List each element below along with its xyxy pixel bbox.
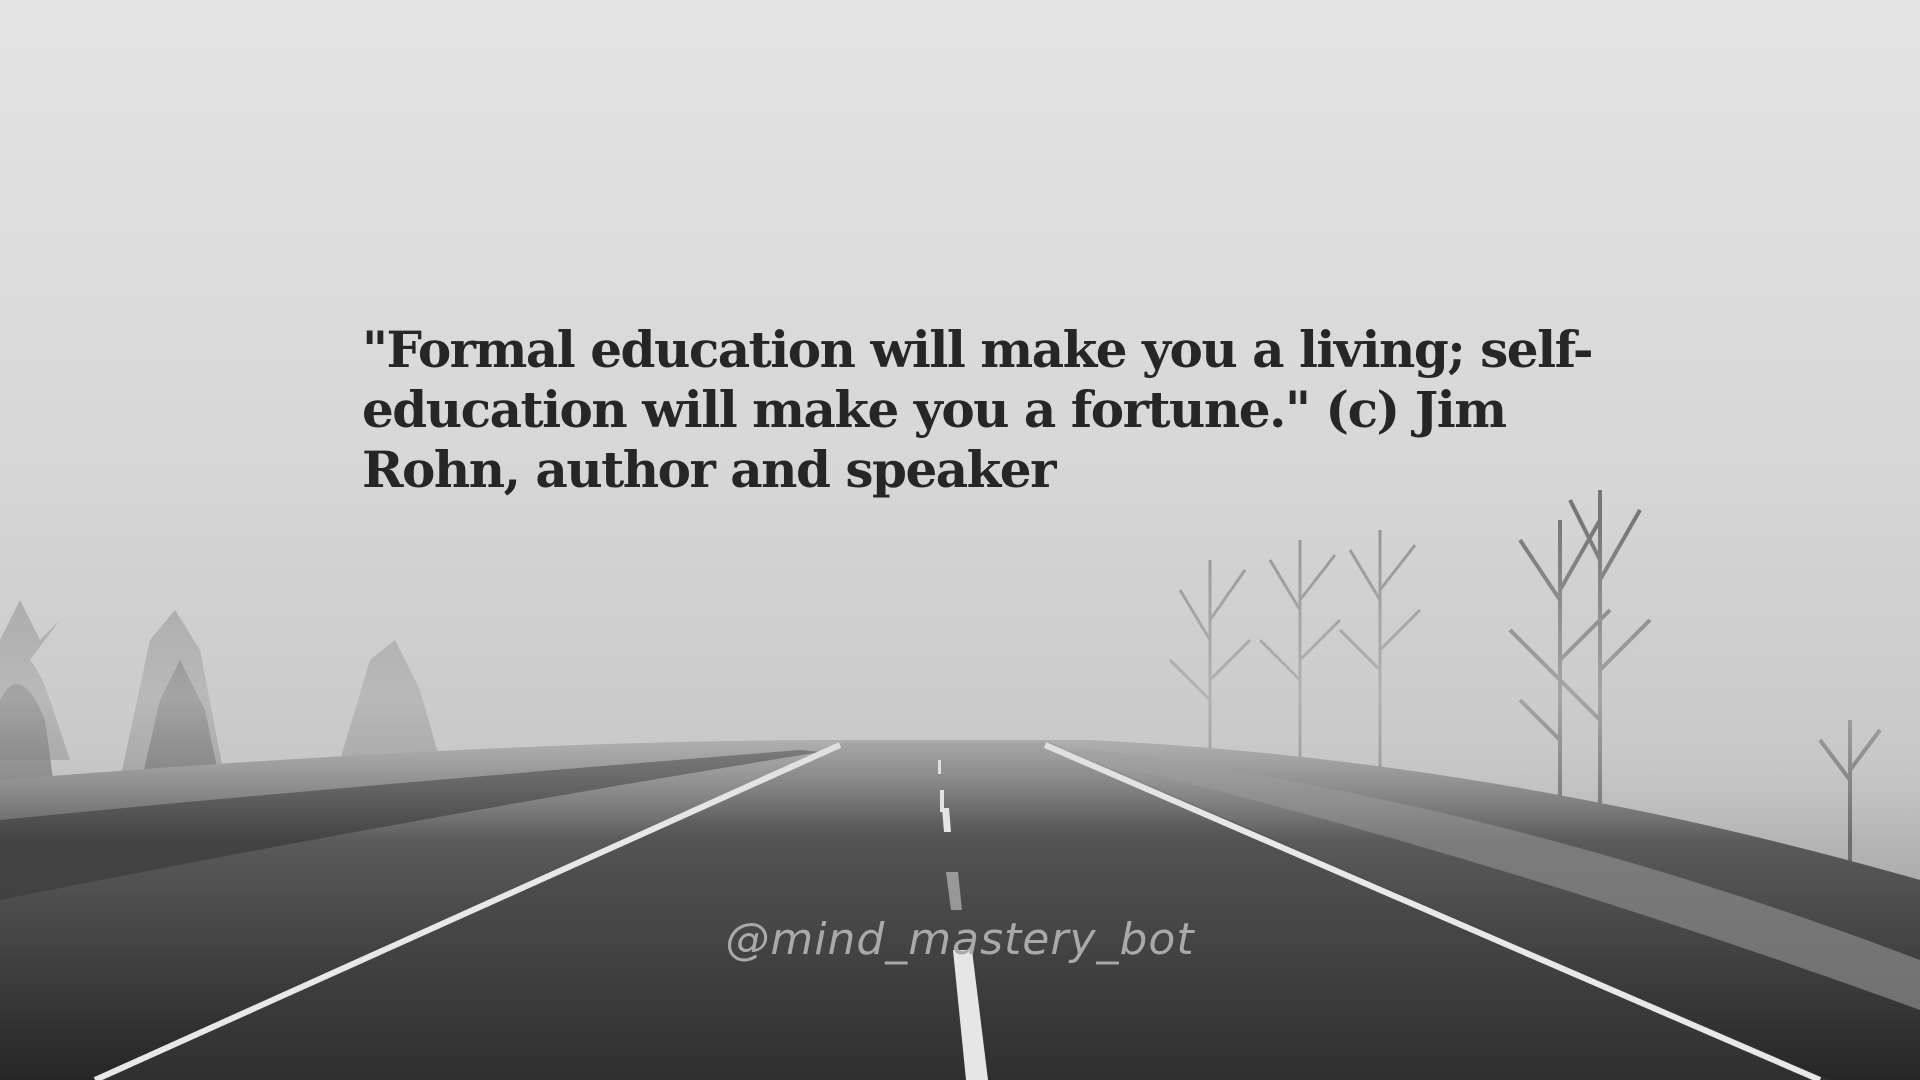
quote-text: "Formal education will make you a living; self-education will make you a fortune." (c) Jim Rohn, author and speaker xyxy=(362,320,1593,499)
author-handle: @mind_mastery_bot xyxy=(725,914,1195,965)
